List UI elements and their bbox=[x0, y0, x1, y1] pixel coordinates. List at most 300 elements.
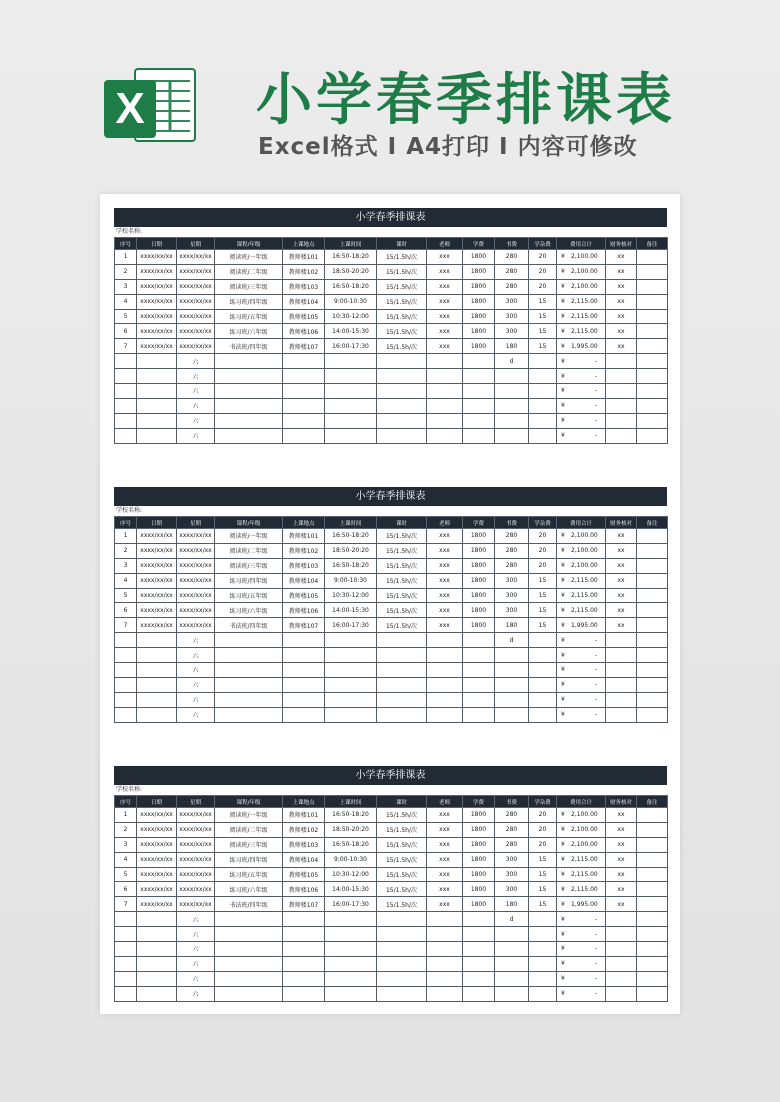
table-cell[interactable]: d bbox=[495, 633, 529, 648]
table-cell[interactable]: 3 bbox=[115, 558, 137, 573]
table-cell[interactable]: xxxx/xx/xx bbox=[137, 837, 177, 852]
table-cell[interactable]: 4 bbox=[115, 573, 137, 588]
table-cell[interactable] bbox=[283, 912, 325, 927]
table-cell[interactable]: xx bbox=[606, 279, 637, 294]
table-cell[interactable]: 20 bbox=[529, 822, 557, 837]
table-cell[interactable] bbox=[427, 956, 463, 971]
fee-total-cell[interactable] bbox=[557, 633, 606, 648]
table-cell[interactable] bbox=[377, 986, 427, 1001]
table-cell[interactable]: 六 bbox=[177, 428, 215, 443]
table-cell[interactable]: 六 bbox=[177, 927, 215, 942]
table-cell[interactable] bbox=[463, 692, 495, 707]
table-cell[interactable]: 书法班/四年级 bbox=[215, 339, 283, 354]
table-cell[interactable]: xxxx/xx/xx bbox=[137, 324, 177, 339]
table-cell[interactable] bbox=[115, 956, 137, 971]
table-cell[interactable] bbox=[463, 942, 495, 957]
table-cell[interactable] bbox=[377, 384, 427, 399]
table-cell[interactable]: 教师楼103 bbox=[283, 279, 325, 294]
table-cell[interactable] bbox=[529, 428, 557, 443]
table-cell[interactable] bbox=[377, 912, 427, 927]
table-cell[interactable]: xxx bbox=[427, 250, 463, 265]
table-cell[interactable] bbox=[427, 692, 463, 707]
table-cell[interactable]: 10:30-12:00 bbox=[325, 867, 377, 882]
table-cell[interactable] bbox=[377, 354, 427, 369]
table-cell[interactable]: 15 bbox=[529, 573, 557, 588]
table-cell[interactable] bbox=[495, 927, 529, 942]
table-cell[interactable]: xxxx/xx/xx bbox=[137, 588, 177, 603]
table-cell[interactable]: 15/1.5h/次 bbox=[377, 867, 427, 882]
table-cell[interactable]: xxxx/xx/xx bbox=[137, 573, 177, 588]
table-cell[interactable]: 教师楼102 bbox=[283, 543, 325, 558]
table-cell[interactable]: xxxx/xx/xx bbox=[137, 309, 177, 324]
fee-total-cell[interactable] bbox=[557, 294, 606, 309]
table-cell[interactable] bbox=[137, 927, 177, 942]
table-cell[interactable] bbox=[427, 912, 463, 927]
table-cell[interactable] bbox=[529, 633, 557, 648]
table-cell[interactable] bbox=[283, 369, 325, 384]
table-cell[interactable] bbox=[529, 398, 557, 413]
table-cell[interactable] bbox=[283, 927, 325, 942]
table-cell[interactable] bbox=[427, 971, 463, 986]
table-cell[interactable]: 15/1.5h/次 bbox=[377, 279, 427, 294]
table-cell[interactable] bbox=[115, 677, 137, 692]
table-cell[interactable]: 180 bbox=[495, 618, 529, 633]
table-cell[interactable] bbox=[115, 707, 137, 722]
table-cell[interactable]: 教师楼101 bbox=[283, 808, 325, 823]
table-cell[interactable]: xxxx/xx/xx bbox=[137, 250, 177, 265]
table-cell[interactable] bbox=[637, 837, 668, 852]
table-cell[interactable] bbox=[325, 971, 377, 986]
table-cell[interactable] bbox=[215, 663, 283, 678]
table-cell[interactable] bbox=[115, 633, 137, 648]
table-cell[interactable]: 20 bbox=[529, 279, 557, 294]
table-cell[interactable]: 教师楼101 bbox=[283, 250, 325, 265]
table-cell[interactable]: xxxx/xx/xx bbox=[137, 822, 177, 837]
table-cell[interactable] bbox=[427, 369, 463, 384]
table-cell[interactable] bbox=[606, 428, 637, 443]
table-cell[interactable]: xxxx/xx/xx bbox=[177, 558, 215, 573]
table-cell[interactable]: 14:00-15:30 bbox=[325, 324, 377, 339]
table-cell[interactable] bbox=[606, 986, 637, 1001]
table-cell[interactable] bbox=[427, 354, 463, 369]
table-cell[interactable] bbox=[463, 677, 495, 692]
table-cell[interactable]: 1800 bbox=[463, 618, 495, 633]
table-cell[interactable] bbox=[325, 648, 377, 663]
table-cell[interactable]: xx bbox=[606, 250, 637, 265]
table-cell[interactable] bbox=[463, 633, 495, 648]
table-cell[interactable]: 280 bbox=[495, 822, 529, 837]
table-cell[interactable] bbox=[495, 428, 529, 443]
table-cell[interactable]: 280 bbox=[495, 250, 529, 265]
table-cell[interactable]: xxxx/xx/xx bbox=[177, 309, 215, 324]
fee-total-cell[interactable] bbox=[557, 986, 606, 1001]
table-cell[interactable] bbox=[137, 633, 177, 648]
table-cell[interactable] bbox=[137, 677, 177, 692]
table-cell[interactable]: 4 bbox=[115, 294, 137, 309]
fee-total-cell[interactable] bbox=[557, 971, 606, 986]
table-cell[interactable]: xx bbox=[606, 339, 637, 354]
fee-total-cell[interactable] bbox=[557, 707, 606, 722]
table-cell[interactable]: 1800 bbox=[463, 588, 495, 603]
table-cell[interactable]: 4 bbox=[115, 852, 137, 867]
table-cell[interactable]: xxx bbox=[427, 558, 463, 573]
table-cell[interactable] bbox=[637, 529, 668, 544]
table-cell[interactable] bbox=[137, 986, 177, 1001]
table-cell[interactable] bbox=[606, 692, 637, 707]
fee-total-cell[interactable] bbox=[557, 543, 606, 558]
table-cell[interactable]: 教师楼102 bbox=[283, 822, 325, 837]
table-cell[interactable]: 280 bbox=[495, 279, 529, 294]
table-cell[interactable]: xx bbox=[606, 573, 637, 588]
table-cell[interactable] bbox=[325, 663, 377, 678]
table-cell[interactable] bbox=[529, 986, 557, 1001]
table-cell[interactable]: 练习班/六年级 bbox=[215, 882, 283, 897]
table-cell[interactable]: 阅读班/三年级 bbox=[215, 837, 283, 852]
table-cell[interactable]: 15/1.5h/次 bbox=[377, 558, 427, 573]
fee-total-cell[interactable] bbox=[557, 618, 606, 633]
table-cell[interactable] bbox=[283, 633, 325, 648]
fee-total-cell[interactable] bbox=[557, 897, 606, 912]
table-cell[interactable] bbox=[283, 942, 325, 957]
table-cell[interactable]: 15/1.5h/次 bbox=[377, 324, 427, 339]
table-cell[interactable]: xxx bbox=[427, 603, 463, 618]
table-cell[interactable] bbox=[377, 369, 427, 384]
fee-total-cell[interactable] bbox=[557, 369, 606, 384]
table-cell[interactable]: 15 bbox=[529, 294, 557, 309]
table-cell[interactable]: xxxx/xx/xx bbox=[137, 339, 177, 354]
table-cell[interactable] bbox=[495, 369, 529, 384]
table-cell[interactable]: xxxx/xx/xx bbox=[137, 852, 177, 867]
table-cell[interactable]: 阅读班/一年级 bbox=[215, 250, 283, 265]
table-cell[interactable] bbox=[215, 971, 283, 986]
fee-total-cell[interactable] bbox=[557, 324, 606, 339]
table-cell[interactable]: 3 bbox=[115, 837, 137, 852]
table-cell[interactable]: 9:00-10:30 bbox=[325, 852, 377, 867]
table-cell[interactable] bbox=[427, 677, 463, 692]
table-cell[interactable] bbox=[215, 986, 283, 1001]
table-cell[interactable]: 阅读班/二年级 bbox=[215, 543, 283, 558]
table-cell[interactable]: xxxx/xx/xx bbox=[177, 573, 215, 588]
table-cell[interactable] bbox=[606, 413, 637, 428]
fee-total-cell[interactable] bbox=[557, 529, 606, 544]
table-cell[interactable] bbox=[637, 867, 668, 882]
table-cell[interactable]: 六 bbox=[177, 971, 215, 986]
table-cell[interactable]: 20 bbox=[529, 264, 557, 279]
fee-total-cell[interactable] bbox=[557, 588, 606, 603]
table-cell[interactable]: 180 bbox=[495, 897, 529, 912]
table-cell[interactable] bbox=[215, 369, 283, 384]
table-cell[interactable]: 15 bbox=[529, 897, 557, 912]
table-cell[interactable] bbox=[377, 413, 427, 428]
table-cell[interactable] bbox=[606, 942, 637, 957]
table-cell[interactable] bbox=[115, 354, 137, 369]
table-cell[interactable]: 1800 bbox=[463, 339, 495, 354]
table-cell[interactable] bbox=[606, 384, 637, 399]
table-cell[interactable] bbox=[606, 912, 637, 927]
table-cell[interactable] bbox=[463, 398, 495, 413]
table-cell[interactable]: 阅读班/一年级 bbox=[215, 529, 283, 544]
table-cell[interactable]: 1800 bbox=[463, 294, 495, 309]
table-cell[interactable]: 1800 bbox=[463, 867, 495, 882]
table-cell[interactable] bbox=[637, 633, 668, 648]
table-cell[interactable]: 1800 bbox=[463, 808, 495, 823]
fee-total-cell[interactable] bbox=[557, 663, 606, 678]
table-cell[interactable]: xxx bbox=[427, 573, 463, 588]
table-cell[interactable] bbox=[137, 398, 177, 413]
table-cell[interactable]: 阅读班/一年级 bbox=[215, 808, 283, 823]
table-cell[interactable]: 1800 bbox=[463, 250, 495, 265]
table-cell[interactable]: 5 bbox=[115, 588, 137, 603]
table-cell[interactable] bbox=[377, 927, 427, 942]
table-cell[interactable]: 练习班/四年级 bbox=[215, 852, 283, 867]
table-cell[interactable]: xxx bbox=[427, 897, 463, 912]
table-cell[interactable]: xxxx/xx/xx bbox=[137, 558, 177, 573]
table-cell[interactable] bbox=[377, 692, 427, 707]
table-cell[interactable]: 15/1.5h/次 bbox=[377, 808, 427, 823]
table-cell[interactable]: 15 bbox=[529, 309, 557, 324]
table-cell[interactable]: xx bbox=[606, 867, 637, 882]
table-cell[interactable] bbox=[137, 428, 177, 443]
table-cell[interactable] bbox=[137, 912, 177, 927]
table-cell[interactable] bbox=[463, 971, 495, 986]
table-cell[interactable] bbox=[529, 677, 557, 692]
table-cell[interactable]: xx bbox=[606, 294, 637, 309]
table-cell[interactable] bbox=[463, 927, 495, 942]
table-cell[interactable] bbox=[215, 707, 283, 722]
table-cell[interactable] bbox=[637, 618, 668, 633]
table-cell[interactable]: 教师楼105 bbox=[283, 588, 325, 603]
table-cell[interactable] bbox=[495, 956, 529, 971]
table-cell[interactable]: 六 bbox=[177, 398, 215, 413]
table-cell[interactable] bbox=[495, 663, 529, 678]
table-cell[interactable] bbox=[377, 398, 427, 413]
table-cell[interactable] bbox=[637, 956, 668, 971]
table-cell[interactable]: xxx bbox=[427, 882, 463, 897]
table-cell[interactable]: 教师楼104 bbox=[283, 573, 325, 588]
table-cell[interactable] bbox=[283, 354, 325, 369]
table-cell[interactable] bbox=[495, 648, 529, 663]
table-cell[interactable] bbox=[637, 384, 668, 399]
fee-total-cell[interactable] bbox=[557, 309, 606, 324]
table-cell[interactable]: xxxx/xx/xx bbox=[177, 279, 215, 294]
table-cell[interactable]: 1800 bbox=[463, 603, 495, 618]
table-cell[interactable] bbox=[283, 648, 325, 663]
table-cell[interactable]: 15/1.5h/次 bbox=[377, 618, 427, 633]
table-cell[interactable] bbox=[115, 648, 137, 663]
table-cell[interactable] bbox=[529, 942, 557, 957]
table-cell[interactable] bbox=[137, 956, 177, 971]
table-cell[interactable]: 2 bbox=[115, 543, 137, 558]
table-cell[interactable]: xxxx/xx/xx bbox=[137, 279, 177, 294]
table-cell[interactable]: 2 bbox=[115, 822, 137, 837]
table-cell[interactable] bbox=[463, 986, 495, 1001]
table-cell[interactable] bbox=[637, 648, 668, 663]
table-cell[interactable]: xxxx/xx/xx bbox=[177, 588, 215, 603]
table-cell[interactable]: xx bbox=[606, 837, 637, 852]
table-cell[interactable] bbox=[606, 971, 637, 986]
table-cell[interactable] bbox=[529, 692, 557, 707]
table-cell[interactable]: xx bbox=[606, 558, 637, 573]
table-cell[interactable] bbox=[325, 956, 377, 971]
table-cell[interactable] bbox=[427, 648, 463, 663]
table-cell[interactable] bbox=[215, 413, 283, 428]
table-cell[interactable]: 书法班/四年级 bbox=[215, 618, 283, 633]
table-cell[interactable] bbox=[637, 942, 668, 957]
table-cell[interactable] bbox=[495, 398, 529, 413]
table-cell[interactable]: 280 bbox=[495, 264, 529, 279]
table-cell[interactable]: xxxx/xx/xx bbox=[177, 867, 215, 882]
table-cell[interactable]: 练习班/六年级 bbox=[215, 603, 283, 618]
table-cell[interactable] bbox=[606, 354, 637, 369]
fee-total-cell[interactable] bbox=[557, 927, 606, 942]
fee-total-cell[interactable] bbox=[557, 603, 606, 618]
table-cell[interactable]: 六 bbox=[177, 413, 215, 428]
table-cell[interactable] bbox=[283, 413, 325, 428]
table-cell[interactable] bbox=[215, 633, 283, 648]
table-cell[interactable]: 1800 bbox=[463, 852, 495, 867]
table-cell[interactable]: 3 bbox=[115, 279, 137, 294]
table-cell[interactable]: xxx bbox=[427, 808, 463, 823]
table-cell[interactable] bbox=[115, 384, 137, 399]
fee-total-cell[interactable] bbox=[557, 852, 606, 867]
table-cell[interactable] bbox=[215, 942, 283, 957]
table-cell[interactable]: 20 bbox=[529, 808, 557, 823]
table-cell[interactable]: 教师楼107 bbox=[283, 339, 325, 354]
table-cell[interactable]: xx bbox=[606, 324, 637, 339]
table-cell[interactable] bbox=[637, 882, 668, 897]
table-cell[interactable]: xxx bbox=[427, 618, 463, 633]
table-cell[interactable]: xxxx/xx/xx bbox=[137, 543, 177, 558]
table-cell[interactable]: xxxx/xx/xx bbox=[137, 867, 177, 882]
table-cell[interactable] bbox=[215, 692, 283, 707]
table-cell[interactable] bbox=[283, 692, 325, 707]
table-cell[interactable] bbox=[325, 398, 377, 413]
table-cell[interactable] bbox=[606, 369, 637, 384]
table-cell[interactable] bbox=[529, 707, 557, 722]
table-cell[interactable] bbox=[137, 384, 177, 399]
table-cell[interactable]: 1800 bbox=[463, 324, 495, 339]
table-cell[interactable]: 六 bbox=[177, 912, 215, 927]
table-cell[interactable]: 六 bbox=[177, 354, 215, 369]
table-cell[interactable] bbox=[637, 912, 668, 927]
table-cell[interactable] bbox=[637, 603, 668, 618]
fee-total-cell[interactable] bbox=[557, 279, 606, 294]
table-cell[interactable] bbox=[137, 663, 177, 678]
table-cell[interactable]: 教师楼103 bbox=[283, 837, 325, 852]
table-cell[interactable] bbox=[637, 324, 668, 339]
table-cell[interactable] bbox=[637, 543, 668, 558]
table-cell[interactable]: 1800 bbox=[463, 543, 495, 558]
table-cell[interactable]: 15/1.5h/次 bbox=[377, 339, 427, 354]
table-cell[interactable]: xxx bbox=[427, 822, 463, 837]
table-cell[interactable]: xx bbox=[606, 603, 637, 618]
table-cell[interactable]: 15 bbox=[529, 339, 557, 354]
fee-total-cell[interactable] bbox=[557, 413, 606, 428]
table-cell[interactable] bbox=[637, 573, 668, 588]
table-cell[interactable] bbox=[283, 398, 325, 413]
table-cell[interactable] bbox=[529, 369, 557, 384]
table-cell[interactable] bbox=[283, 663, 325, 678]
table-cell[interactable] bbox=[215, 912, 283, 927]
table-cell[interactable]: xx bbox=[606, 529, 637, 544]
table-cell[interactable] bbox=[637, 354, 668, 369]
table-cell[interactable]: xxx bbox=[427, 339, 463, 354]
table-cell[interactable] bbox=[637, 663, 668, 678]
table-cell[interactable]: 六 bbox=[177, 692, 215, 707]
table-cell[interactable]: xxx bbox=[427, 867, 463, 882]
table-cell[interactable]: 7 bbox=[115, 897, 137, 912]
table-cell[interactable]: 1 bbox=[115, 529, 137, 544]
table-cell[interactable] bbox=[606, 927, 637, 942]
table-cell[interactable] bbox=[637, 264, 668, 279]
table-cell[interactable]: 15/1.5h/次 bbox=[377, 897, 427, 912]
table-cell[interactable] bbox=[637, 692, 668, 707]
table-cell[interactable] bbox=[637, 707, 668, 722]
table-cell[interactable]: 六 bbox=[177, 677, 215, 692]
table-cell[interactable]: 六 bbox=[177, 384, 215, 399]
table-cell[interactable] bbox=[283, 677, 325, 692]
table-cell[interactable] bbox=[115, 428, 137, 443]
table-cell[interactable] bbox=[606, 956, 637, 971]
fee-total-cell[interactable] bbox=[557, 558, 606, 573]
table-cell[interactable]: 六 bbox=[177, 956, 215, 971]
table-cell[interactable]: xxxx/xx/xx bbox=[177, 603, 215, 618]
fee-total-cell[interactable] bbox=[557, 354, 606, 369]
table-cell[interactable]: xxxx/xx/xx bbox=[177, 882, 215, 897]
table-cell[interactable] bbox=[606, 707, 637, 722]
table-cell[interactable] bbox=[637, 428, 668, 443]
table-cell[interactable] bbox=[529, 912, 557, 927]
table-cell[interactable] bbox=[137, 369, 177, 384]
table-cell[interactable]: xx bbox=[606, 808, 637, 823]
table-cell[interactable]: xxxx/xx/xx bbox=[137, 808, 177, 823]
table-cell[interactable]: 6 bbox=[115, 882, 137, 897]
table-cell[interactable]: 14:00-15:30 bbox=[325, 882, 377, 897]
table-cell[interactable]: 16:50-18:20 bbox=[325, 279, 377, 294]
table-cell[interactable] bbox=[115, 369, 137, 384]
table-cell[interactable] bbox=[637, 369, 668, 384]
table-cell[interactable] bbox=[637, 250, 668, 265]
table-cell[interactable]: 10:30-12:00 bbox=[325, 309, 377, 324]
fee-total-cell[interactable] bbox=[557, 250, 606, 265]
table-cell[interactable]: 1800 bbox=[463, 837, 495, 852]
table-cell[interactable] bbox=[637, 558, 668, 573]
table-cell[interactable] bbox=[463, 384, 495, 399]
table-cell[interactable] bbox=[325, 413, 377, 428]
table-cell[interactable]: xxxx/xx/xx bbox=[177, 264, 215, 279]
table-cell[interactable] bbox=[325, 692, 377, 707]
table-cell[interactable] bbox=[427, 927, 463, 942]
table-cell[interactable] bbox=[495, 707, 529, 722]
table-cell[interactable]: 教师楼103 bbox=[283, 558, 325, 573]
table-cell[interactable]: xxx bbox=[427, 324, 463, 339]
table-cell[interactable] bbox=[606, 648, 637, 663]
table-cell[interactable]: 5 bbox=[115, 309, 137, 324]
table-cell[interactable]: xx bbox=[606, 309, 637, 324]
table-cell[interactable] bbox=[495, 942, 529, 957]
table-cell[interactable] bbox=[137, 648, 177, 663]
table-cell[interactable] bbox=[529, 927, 557, 942]
table-cell[interactable] bbox=[463, 956, 495, 971]
table-cell[interactable]: 1800 bbox=[463, 309, 495, 324]
table-cell[interactable] bbox=[637, 413, 668, 428]
fee-total-cell[interactable] bbox=[557, 677, 606, 692]
table-cell[interactable]: xxxx/xx/xx bbox=[177, 250, 215, 265]
table-cell[interactable] bbox=[637, 927, 668, 942]
table-cell[interactable]: d bbox=[495, 912, 529, 927]
table-cell[interactable]: 六 bbox=[177, 707, 215, 722]
table-cell[interactable]: 280 bbox=[495, 543, 529, 558]
